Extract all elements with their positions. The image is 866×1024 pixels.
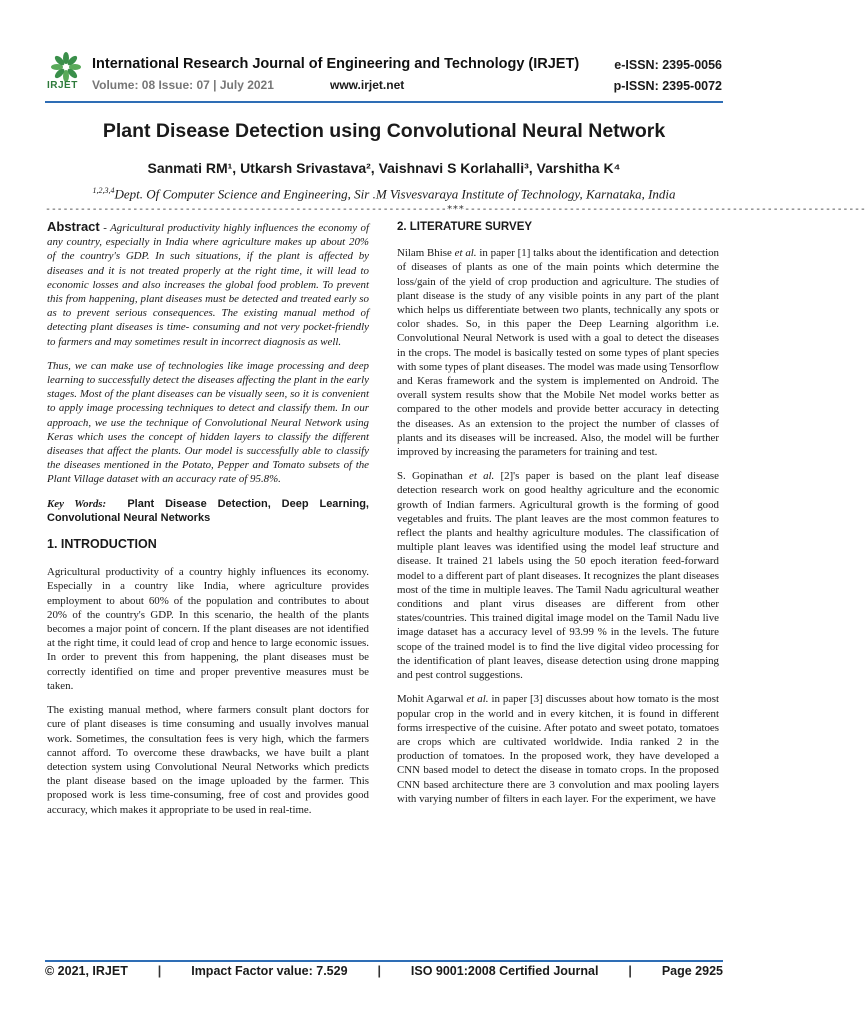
paper-authors: Sanmati RM¹, Utkarsh Srivastava², Vaishnavi S Korlahalli³, Varshitha K⁴: [147, 160, 621, 176]
journal-website: www.irjet.net: [330, 78, 405, 92]
footer-page-number: Page 2925: [661, 964, 723, 978]
intro-paragraph-1: Agricultural productivity of a country highly influences its economy. Especially in a country like India, where agriculture provides employment to about 60% of the population and contributes to about 20% of the country's GDP. In this scenario, the health of the plants becomes a major point of concern. If the plant diseases are not identified at the right time, it could lead of crop and hence to large economic issues. In order to prevent this from happening, the plant diseases must be correctly identified on time and proper preventive measures must be taken.: [47, 566, 369, 692]
footer-impact-factor: Impact Factor value: 7.529: [191, 964, 348, 978]
footer-iso: ISO 9001:2008 Certified Journal: [410, 964, 599, 978]
eissn: e-ISSN: 2395-0056: [614, 58, 722, 72]
survey-etal-1: et al.: [454, 247, 477, 260]
survey-author-3: Mohit Agarwal: [397, 693, 467, 706]
abstract-paragraph-1: [47, 220, 369, 349]
footer-separator: |: [628, 964, 632, 978]
keywords-text: Plant Disease Detection, Deep Learning, Convolutional Neural Networks: [47, 497, 369, 524]
abstract-heading: Abstract: [47, 219, 100, 234]
footer-separator: |: [377, 964, 381, 978]
section-divider: ---------------------------------------------------------------------***---------------------------------------------------------------------: [45, 204, 866, 215]
affiliation-text: Dept. Of Computer Science and Engineering, Sir .M Visvesvaraya Institute of Technology, Karnataka, India: [114, 186, 676, 202]
pissn: p-ISSN: 2395-0072: [613, 79, 722, 93]
keywords: Key Words: Plant Disease Detection, Deep Learning, Convolutional Neural Networks: [47, 497, 369, 524]
header-rule: [45, 101, 723, 103]
journal-header: [45, 50, 725, 98]
footer-separator: |: [157, 964, 162, 978]
survey-author-1: Nilam Bhise: [397, 247, 455, 260]
abstract-paragraph-2: Thus, we can make use of technologies like image processing and deep learning to successfully detect the diseases affecting the plant in the early stages. Most of the plant diseases can be visually seen, so it is convenient to apply image processing techniques to detect and classify them. In our approach, we use the technique of Convolutional Neural Network using Keras which uses the concept of hidden layers to classify the different diseases that affect the plants. Our model is successfully able to classify the diseases mentioned in the Potato, Pepper and Tomato subsets of the Plant Village dataset with an accuracy rate of 95.8%.: [47, 359, 369, 486]
affiliation-superscript: 1,2,3,4: [92, 186, 115, 195]
survey-text-3: in paper [3] discusses about how tomato is the most popular crop in the world and in every kitchen, it is found in different forms irrespective of the cuisine. After potato and sweet potato, tomatoes are crops which are cultivated worldwide. India ranked 2 in the production of tomatoes. In the proposed work, they have developed a CNN based model to detect the disease in tomato crops. In the proposed CNN based architecture there are 3 convolution and max pooling layers with varying number of filters in each layer. For the experiment, we have: [397, 693, 719, 805]
left-column: [47, 220, 369, 827]
footer-copyright: © 2021, IRJET: [45, 964, 128, 978]
keywords-heading: Key Words: [47, 497, 103, 510]
footer-rule: [45, 960, 723, 962]
right-column: [397, 220, 719, 816]
survey-text-1: in paper [1] talks about the identification and detection of diseases of plants as one of the main points which determine the loss/gain of the yield of crop production and agriculture. The studies of plant disease is the study of any visible points in any part of the plant which helps us differentiate between two plants, technically any spots or color shades. So, in this paper the Deep Learning algorithm i.e. Convolutional Neural Network is used with a goal to detect the diseases in the crops. The model is basically tested on some types of plant species with some types of plant diseases. The model was made using Tensorflow and Keras framework and the system is implemented on Android. The overall system results show that the Mobile Net model works better as compared to the other models and provide better accuracy in detecting the diseases. As an extension to the project the number of classes of plants and its diseases will be increased. Also, the model will be further improved by increasing the parameters for training and test.: [397, 247, 719, 459]
journal-name: International Research Journal of Engineering and Technology (IRJET): [92, 56, 580, 72]
survey-paragraph-3: [397, 692, 719, 806]
survey-text-2: [2]'s paper is based on the plant leaf disease detection research work on good healthy agriculture and the economic growth of Indian farmers. Agricultural growth is the forming of good vegetables and fruits. The plant leaves are the most common features to reflect the plants and healthy agriculture modules. The classification of multiple plant leaves was identified using the model leaf structure and disease. It trained 21 labels using the 50 epoch iteration feed-forward model to a different part of plant diseases. It recognizes the plant diseases most of the time in multiple leaves. The Tamil Nadu agricultural weather conditions and plant virus diseases are different from other states/countries. This trained digital image model on the Tamil Nadu live image dataset has a accuracy level of 93.99 % in the levels. The future scope of the trained model is to find the live digital video processing for the identification of plant leaves, disease detection using drone mapping and pest control suggestions.: [397, 470, 719, 682]
affiliation: [0, 186, 768, 202]
volume-info: Volume: 08 Issue: 07 | July 2021: [92, 78, 274, 92]
intro-paragraph-2: The existing manual method, where farmers consult plant doctors for cure of plant diseases is time consuming and usually involves manual work. Sometimes, the consultation fees is very high, which the farmers cannot afford. To overcome these drawbacks, we have built a plant detection system using Convolutional Neural Networks which predicts the plant disease based on the image uploaded by the farmer. This proposed work is less time-consuming, free of cost and provides good accuracy, which makes it appropriate to be used in real-time.: [47, 704, 369, 816]
abstract-text-1: - Agricultural productivity highly influences the economy of any country, especially in India where agriculture makes up about 20% of the country's GDP. In such situations, if the plant is affected by diseases and it is not treated properly at the right time, it will lead to economic losses and also increases the global food problem. To prevent this from happening, plant diseases must be detected and treated early so as to prevent serious consequences. The existing manual method of detecting plant diseases is time- consuming and not very pocket-friendly to farmers and may sometimes result in incorrect diagnosis as well.: [47, 222, 369, 348]
paper-title: Plant Disease Detection using Convolutional Neural Network: [102, 120, 666, 142]
survey-paragraph-1: [397, 246, 719, 459]
survey-author-2: S. Gopinathan: [397, 470, 469, 483]
survey-paragraph-2: [397, 469, 719, 682]
logo-text: IRJET: [47, 80, 78, 91]
survey-etal-3: et al.: [466, 693, 489, 706]
survey-etal-2: et al.: [469, 470, 495, 483]
survey-heading: 2. LITERATURE SURVEY: [397, 221, 533, 233]
page-footer: [45, 964, 723, 978]
intro-heading: 1. INTRODUCTION: [47, 537, 157, 552]
